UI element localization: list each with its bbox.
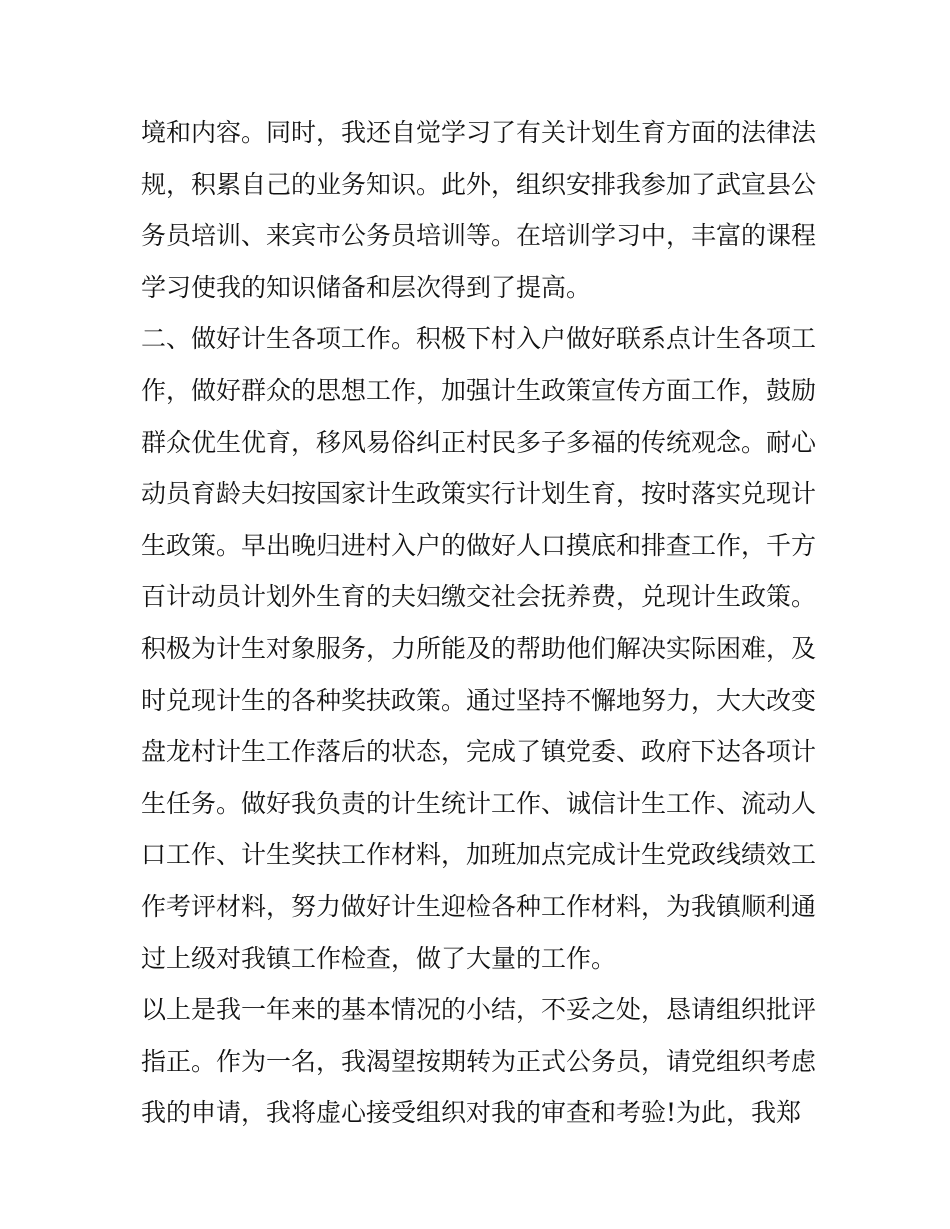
text-line-11: 积极为计生对象服务，力所能及的帮助他们解决实际困难，及 bbox=[141, 633, 817, 663]
text-line-13: 盘龙村计生工作落后的状态，完成了镇党委、政府下达各项计 bbox=[141, 737, 817, 767]
text-line-18: 以上是我一年来的基本情况的小结，不妥之处，恳请组织批评 bbox=[141, 995, 817, 1025]
text-line-3: 务员培训、来宾市公务员培训等。在培训学习中，丰富的课程 bbox=[141, 221, 817, 251]
text-line-2: 规，积累自己的业务知识。此外，组织安排我参加了武宣县公 bbox=[141, 169, 817, 199]
text-line-6: 作，做好群众的思想工作，加强计生政策宣传方面工作，鼓励 bbox=[141, 375, 817, 405]
text-line-9: 生政策。早出晚归进村入户的做好人口摸底和排查工作，千方 bbox=[141, 530, 817, 560]
text-line-12: 时兑现计生的各种奖扶政策。通过坚持不懈地努力，大大改变 bbox=[141, 685, 817, 715]
text-line-15: 口工作、计生奖扶工作材料，加班加点完成计生党政线绩效工 bbox=[141, 840, 817, 870]
text-line-4: 学习使我的知识储备和层次得到了提高。 bbox=[141, 272, 592, 302]
text-line-10: 百计动员计划外生育的夫妇缴交社会抚养费，兑现计生政策。 bbox=[141, 582, 817, 612]
text-line-7: 群众优生优育，移风易俗纠正村民多子多福的传统观念。耐心 bbox=[141, 427, 817, 457]
text-line-17: 过上级对我镇工作检查，做了大量的工作。 bbox=[141, 943, 617, 973]
text-line-20: 我的申请，我将虚心接受组织对我的审查和考验!为此，我郑 bbox=[141, 1098, 802, 1128]
text-line-16: 作考评材料，努力做好计生迎检各种工作材料，为我镇顺利通 bbox=[141, 891, 817, 921]
text-line-1: 境和内容。同时，我还自觉学习了有关计划生育方面的法律法 bbox=[141, 118, 817, 147]
text-line-19: 指正。作为一名，我渴望按期转为正式公务员，请党组织考虑 bbox=[141, 1046, 817, 1076]
text-line-14: 生任务。做好我负责的计生统计工作、诚信计生工作、流动人 bbox=[141, 788, 817, 818]
document-body bbox=[141, 107, 821, 1139]
text-line-5: 二、做好计生各项工作。积极下村入户做好联系点计生各项工 bbox=[141, 324, 817, 354]
text-line-8: 动员育龄夫妇按国家计生政策实行计划生育，按时落实兑现计 bbox=[141, 479, 817, 509]
